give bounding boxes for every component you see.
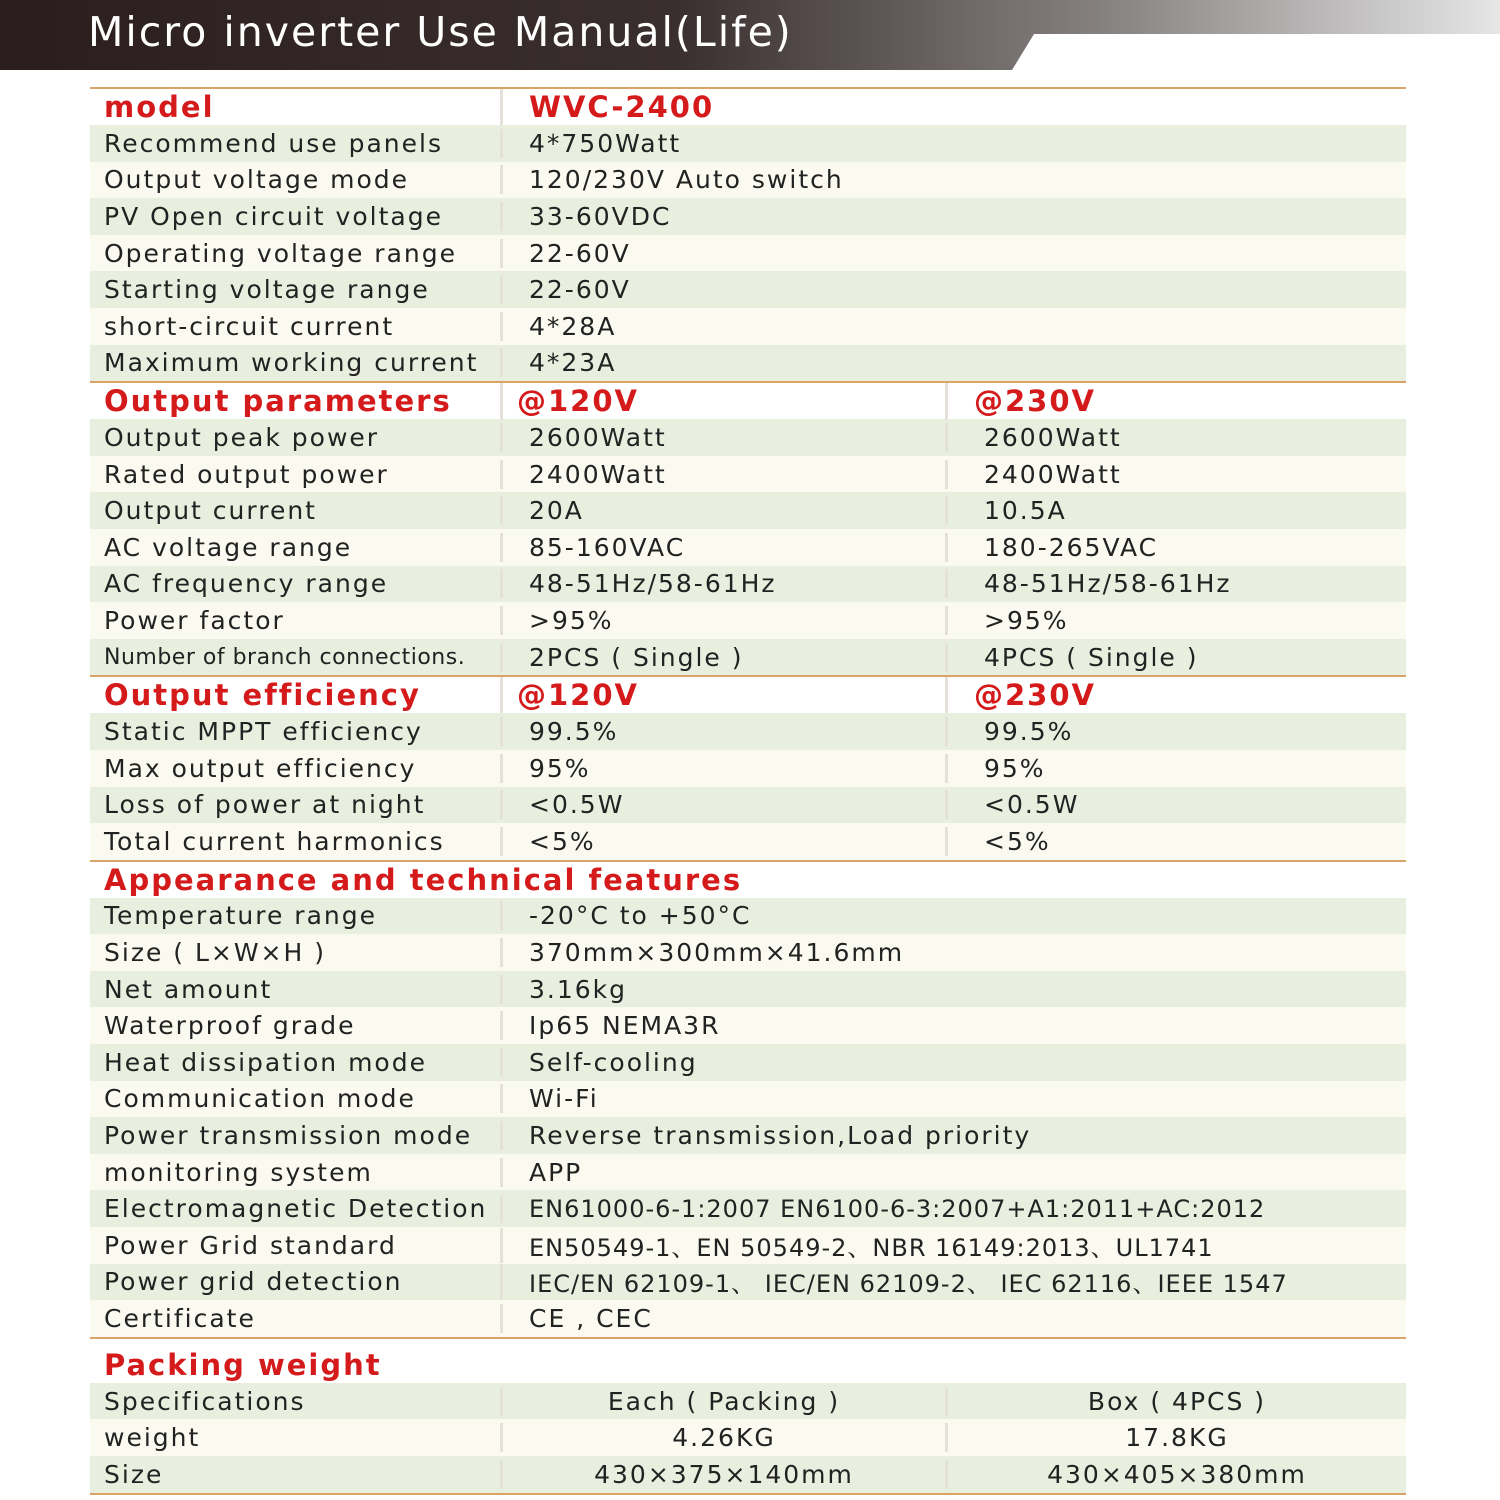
row-value: <5% — [500, 827, 945, 856]
row-value: 33-60VDC — [500, 202, 1406, 231]
table-row — [90, 1456, 1406, 1493]
row-value: 2400Watt — [500, 460, 945, 489]
row-value: 20A — [500, 496, 945, 525]
column-230v: @230V — [945, 383, 1406, 419]
row-label: Temperature range — [104, 901, 378, 931]
table-row — [90, 1264, 1406, 1301]
table-row — [90, 934, 1406, 971]
row-value: Self-cooling — [500, 1048, 1406, 1077]
model-value: WVC-2400 — [500, 89, 1406, 125]
row-value: 2600Watt — [500, 423, 945, 452]
table-row — [90, 492, 1406, 529]
row-label: Max output efficiency — [104, 753, 417, 783]
row-value-230v: 430×405×380mm — [945, 1460, 1406, 1489]
row-label: Waterproof grade — [104, 1011, 356, 1041]
row-label: Power factor — [104, 605, 285, 635]
row-value: 48-51Hz/58-61Hz — [500, 569, 945, 598]
row-label: Loss of power at night — [104, 790, 426, 820]
section-title: Packing weight — [104, 1347, 382, 1382]
row-label: Power Grid standard — [104, 1230, 397, 1260]
table-row — [90, 125, 1406, 162]
row-value: EN61000-6-1:2007 EN6100-6-3:2007+A1:2011+AC:2012 — [500, 1195, 1406, 1223]
section-title: Appearance and technical features — [104, 862, 743, 897]
row-label: Output current — [104, 496, 317, 526]
row-label: Recommend use panels — [104, 128, 443, 158]
row-label: Net amount — [104, 974, 273, 1004]
section-title: Output parameters — [104, 384, 452, 419]
column-120v: @120V — [500, 383, 945, 419]
row-value: >95% — [500, 606, 945, 635]
row-label: Electromagnetic Detection — [104, 1194, 488, 1224]
row-value: 4*750Watt — [500, 129, 1406, 158]
row-value: Each ( Packing ) — [500, 1387, 945, 1416]
row-label: Rated output power — [104, 459, 389, 489]
row-value: -20°C to +50°C — [500, 901, 1406, 930]
row-label: AC voltage range — [104, 532, 353, 562]
table-row — [90, 1081, 1406, 1118]
table-row — [90, 566, 1406, 603]
row-label: Certificate — [104, 1304, 256, 1334]
row-label: Output voltage mode — [104, 165, 410, 195]
row-value: Reverse transmission,Load priority — [500, 1121, 1406, 1150]
row-value-230v: <0.5W — [945, 790, 1406, 819]
row-value-230v: 17.8KG — [945, 1423, 1406, 1452]
packing-header — [90, 1347, 1406, 1383]
section-title: Output efficiency — [104, 678, 421, 713]
row-value-230v: 48-51Hz/58-61Hz — [945, 569, 1406, 598]
row-label: Communication mode — [104, 1084, 416, 1114]
row-value-230v: Box ( 4PCS ) — [945, 1387, 1406, 1416]
row-label: Power grid detection — [104, 1267, 403, 1297]
row-value: 95% — [500, 754, 945, 783]
column-230v: @230V — [945, 677, 1406, 713]
page-title: Micro inverter Use Manual(Life) — [88, 8, 793, 56]
table-row — [90, 1419, 1406, 1456]
row-value-230v: <5% — [945, 827, 1406, 856]
row-value-230v: 180-265VAC — [945, 533, 1406, 562]
row-label: monitoring system — [104, 1157, 373, 1187]
row-label: Specifications — [104, 1386, 306, 1416]
row-label: Heat dissipation mode — [104, 1047, 427, 1077]
row-label: short-circuit current — [104, 311, 395, 341]
row-value: 120/230V Auto switch — [500, 165, 1406, 194]
row-value-230v: 4PCS ( Single ) — [945, 643, 1406, 672]
row-label: weight — [104, 1423, 201, 1453]
row-value: 4.26KG — [500, 1423, 945, 1452]
model-label: model — [104, 90, 215, 124]
table-row — [90, 529, 1406, 566]
row-label: AC frequency range — [104, 569, 389, 599]
table-row — [90, 1383, 1406, 1420]
column-120v: @120V — [500, 677, 945, 713]
spec-table — [90, 87, 1406, 1495]
row-value: CE , CEC — [500, 1304, 1406, 1333]
row-label: Starting voltage range — [104, 275, 430, 305]
row-label: Static MPPT efficiency — [104, 717, 423, 747]
row-label: Output peak power — [104, 422, 380, 452]
table-row — [90, 198, 1406, 235]
table-row — [90, 1007, 1406, 1044]
row-value: 4*28A — [500, 312, 1406, 341]
output-efficiency-header — [90, 677, 1406, 713]
table-row — [90, 1154, 1406, 1191]
header-banner — [0, 0, 1500, 70]
model-header — [90, 89, 1406, 125]
table-row — [90, 1117, 1406, 1154]
table-row — [90, 971, 1406, 1008]
row-value-230v: 2600Watt — [945, 423, 1406, 452]
row-label: Size ( L×W×H ) — [104, 938, 327, 968]
row-value: 370mm×300mm×41.6mm — [500, 938, 1406, 967]
row-value: 22-60V — [500, 275, 1406, 304]
table-row — [90, 1300, 1406, 1337]
row-label: Power transmission mode — [104, 1121, 473, 1151]
table-row — [90, 750, 1406, 787]
row-label: Number of branch connections. — [104, 644, 466, 670]
row-value-230v: 2400Watt — [945, 460, 1406, 489]
packing-rows — [90, 1383, 1406, 1493]
row-label: Operating voltage range — [104, 238, 457, 268]
output-parameters-rows — [90, 419, 1406, 675]
row-value: 430×375×140mm — [500, 1460, 945, 1489]
table-row — [90, 162, 1406, 199]
table-row — [90, 639, 1406, 676]
row-value: Ip65 NEMA3R — [500, 1011, 1406, 1040]
table-row — [90, 271, 1406, 308]
row-value: 22-60V — [500, 239, 1406, 268]
table-row — [90, 602, 1406, 639]
row-value: Wi-Fi — [500, 1084, 1406, 1113]
row-value: 85-160VAC — [500, 533, 945, 562]
table-row — [90, 1044, 1406, 1081]
row-value-230v: 10.5A — [945, 496, 1406, 525]
row-label: Total current harmonics — [104, 826, 445, 856]
general-specs — [90, 125, 1406, 381]
row-value-230v: 99.5% — [945, 717, 1406, 746]
table-row — [90, 787, 1406, 824]
row-label: Size — [104, 1459, 164, 1489]
row-value: IEC/EN 62109-1、 IEC/EN 62109-2、 IEC 62116、IEEE 1547 — [500, 1264, 1406, 1299]
divider — [90, 1493, 1406, 1495]
appearance-rows — [90, 898, 1406, 1337]
table-row — [90, 898, 1406, 935]
row-value: 3.16kg — [500, 975, 1406, 1004]
table-row — [90, 345, 1406, 382]
table-row — [90, 1190, 1406, 1227]
row-value: 4*23A — [500, 348, 1406, 377]
table-row — [90, 456, 1406, 493]
appearance-header — [90, 862, 1406, 898]
row-value: APP — [500, 1158, 1406, 1187]
row-value-230v: >95% — [945, 606, 1406, 635]
table-row — [90, 1227, 1406, 1264]
row-value: EN50549-1、EN 50549-2、NBR 16149:2013、UL1741 — [500, 1228, 1406, 1263]
row-value-230v: 95% — [945, 754, 1406, 783]
row-label: Maximum working current — [104, 348, 479, 378]
table-row — [90, 713, 1406, 750]
output-parameters-header — [90, 383, 1406, 419]
table-row — [90, 235, 1406, 272]
output-efficiency-rows — [90, 713, 1406, 859]
table-row — [90, 419, 1406, 456]
row-value: 2PCS ( Single ) — [500, 643, 945, 672]
table-row — [90, 308, 1406, 345]
table-row — [90, 823, 1406, 860]
row-value: 99.5% — [500, 717, 945, 746]
row-label: PV Open circuit voltage — [104, 201, 443, 231]
row-value: <0.5W — [500, 790, 945, 819]
